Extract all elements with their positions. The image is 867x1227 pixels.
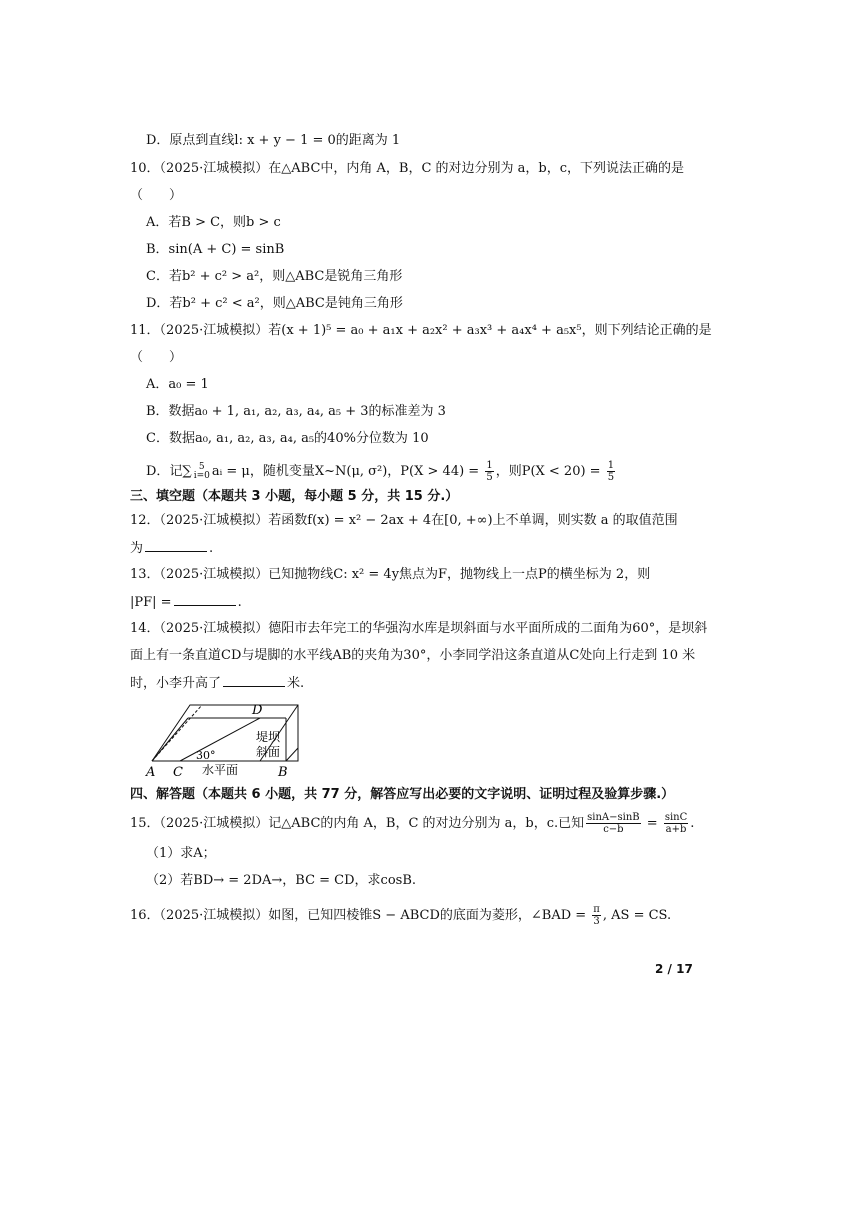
q11-option-b: B．数据a₀ + 1, a₁, a₂, a₃, a₄, a₅ + 3的标准差为 3 <box>146 404 446 419</box>
fraction-pi-3: $\frac{\pi}{3}$ <box>593 904 600 927</box>
fraction-one-fifth: $\frac{1}{5}$ <box>486 460 493 483</box>
question-13: 13．（2025·江城模拟）已知抛物线C: x² = 4y焦点为F，抛物线上一点P的横坐标为 2，则 <box>130 567 651 582</box>
q10-option-d: D．若b² + c² < a²，则△ABC是钝角三角形 <box>146 296 403 311</box>
question-16: 16．（2025·江城模拟）如图，已知四棱锥S − ABCD的底面为菱形，∠BAD = $\frac{\pi}{3}$ , AS = CS. <box>130 904 672 927</box>
q10-option-a: A．若B > C，则b > c <box>146 215 281 230</box>
answer-blank <box>223 674 285 687</box>
q10-option-b: B．sin(A + C) = sinB <box>146 242 285 257</box>
q11-option-c: C．数据a₀, a₁, a₂, a₃, a₄, a₅的40%分位数为 10 <box>146 431 429 446</box>
question-10: 10．（2025·江城模拟）在△ABC中，内角 A，B，C 的对边分别为 a，b，c，下列说法正确的是 <box>130 161 685 176</box>
section-3-heading: 三、填空题（本题共 3 小题，每小题 5 分，共 15 分.） <box>130 489 459 504</box>
label-angle: 30° <box>196 749 216 762</box>
q11d-prefix: D．记∑ <box>146 464 192 479</box>
question-14-cont2: 时，小李升高了 米. <box>130 676 305 691</box>
section-4-heading: 四、解答题（本题共 6 小题，共 77 分，解答应写出必要的文字说明、证明过程及验算步骤.） <box>130 787 675 802</box>
question-13-cont: |PF| = . <box>130 595 242 610</box>
label-C: C <box>173 765 183 780</box>
page-number: 2 / 17 <box>655 962 693 976</box>
answer-paren: （ ） <box>130 188 183 203</box>
label-A: A <box>146 765 156 780</box>
dam-slope-figure <box>140 700 310 782</box>
q11-option-a: A．a₀ = 1 <box>146 377 209 392</box>
label-dam-1: 堤坝 <box>256 730 281 744</box>
answer-blank <box>174 593 236 606</box>
q11-option-d <box>146 460 617 483</box>
fraction-sin-diff: $\frac{\sin A-\sin B}{c-b}$ <box>587 812 640 835</box>
question-15: 15．（2025·江城模拟）记△ABC的内角 A，B，C 的对边分别为 a，b，c.已知 $\frac{\sin A-\sin B}{c-b}$ = $\frac{\sin C}{a+b}$ . <box>130 812 695 835</box>
label-dam-2: 斜面 <box>256 745 281 759</box>
question-14-cont: 面上有一条直道CD与堤脚的水平线AB的夹角为30°，小李同学沿这条直道从C处向上行走到 10 米 <box>130 648 696 663</box>
label-B: B <box>278 765 288 780</box>
q9-option-d: D．原点到直线l: x + y − 1 = 0的距离为 1 <box>146 133 401 148</box>
q10-option-c: C．若b² + c² > a²，则△ABC是锐角三角形 <box>146 269 403 284</box>
label-D: D <box>252 703 263 718</box>
fraction-sinc: $\frac{\sin C}{a+b}$ <box>664 812 688 835</box>
fraction-one-fifth: $\frac{1}{5}$ <box>607 460 615 483</box>
label-ground: 水平面 <box>202 763 239 777</box>
question-14: 14．（2025·江城模拟）德阳市去年完工的华强沟水库是坝斜面与水平面所成的二面角为60°，是坝斜 <box>130 621 708 636</box>
question-11: 11．（2025·江城模拟）若(x + 1)⁵ = a₀ + a₁x + a₂x² + a₃x³ + a₄x⁴ + a₅x⁵，则下列结论正确的是 <box>130 323 712 338</box>
q11d-middle: aᵢ = μ，随机变量X~N(μ, σ²)，P(X > 44) = <box>211 464 484 479</box>
q11d-middle-2: ，则P(X < 20) = <box>495 464 605 479</box>
question-12: 12．（2025·江城模拟）若函数f(x) = x² − 2ax + 4在[0, +∞)上不单调，则实数 a 的取值范围 <box>130 513 678 528</box>
question-12-cont: 为 . <box>130 541 214 556</box>
q15-part-2: （2）若BD→ = 2DA→，BC = CD，求cosB. <box>146 873 417 888</box>
sum-limits: 5 i=0 <box>193 461 210 481</box>
answer-blank <box>145 539 207 552</box>
q15-part-1: （1）求A； <box>146 846 216 861</box>
answer-paren: （ ） <box>130 350 183 365</box>
